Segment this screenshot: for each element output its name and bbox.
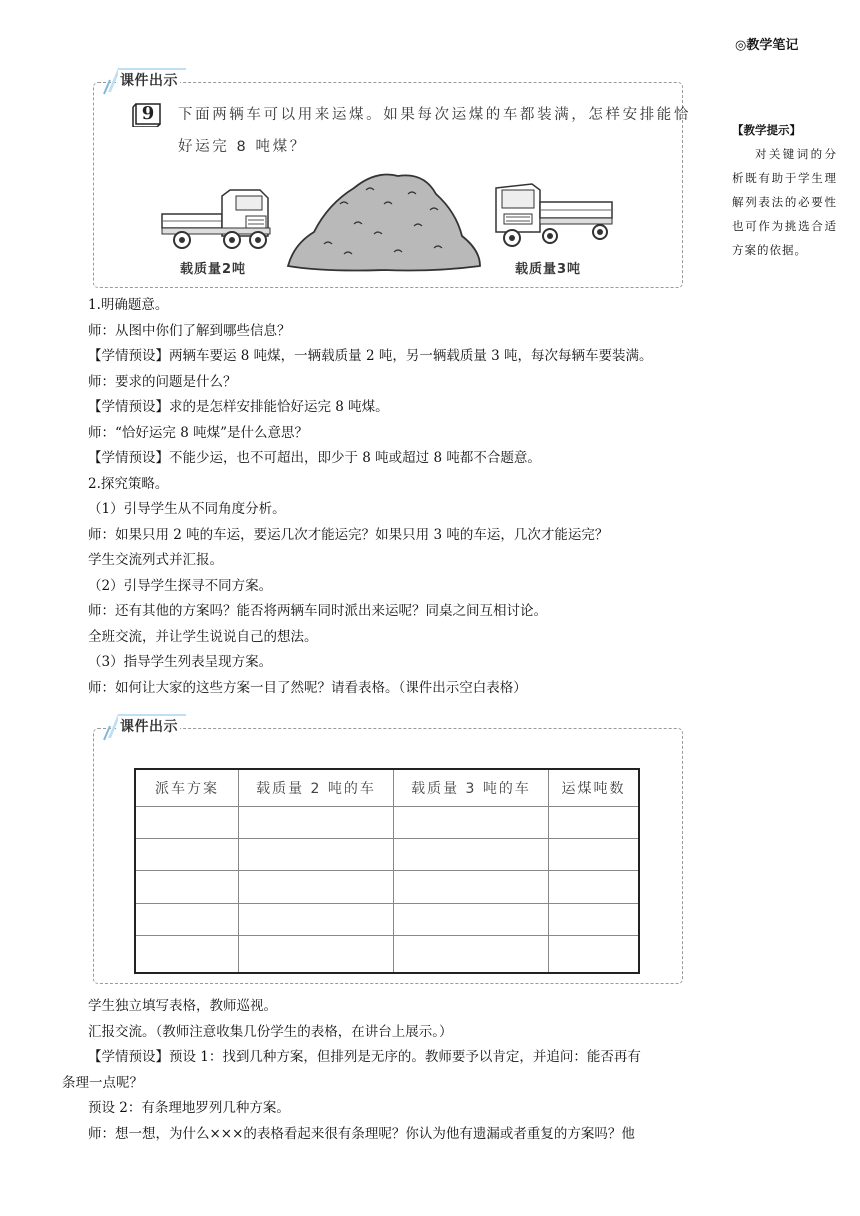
table-row <box>135 807 639 839</box>
courseware-badge-label: 课件出示 <box>118 70 180 90</box>
body-line: 全班交流，并让学生说说自己的想法。 <box>88 628 318 645</box>
table-row <box>135 871 639 903</box>
table-header-cell: 载质量 3 吨的车 <box>394 769 549 807</box>
truck-2t-caption: 载质量2吨 <box>180 262 247 277</box>
body-line: 条理一点呢？ <box>62 1074 143 1091</box>
body-line: 师：从图中你们了解到哪些信息？ <box>88 322 291 339</box>
body-line: 2.探究策略。 <box>88 475 169 492</box>
body-line: 师：“恰好运完 8 吨煤”是什么意思？ <box>88 424 308 441</box>
courseware-badge-1 <box>100 62 192 96</box>
body-line: 师：如何让大家的这些方案一目了然呢？请看表格。（课件出示空白表格） <box>88 679 527 696</box>
teaching-notes-title: ◎教学笔记 <box>735 38 799 53</box>
truck-3t-illustration <box>492 180 616 252</box>
body-line: 师：要求的问题是什么？ <box>88 373 237 390</box>
body-line: 1.明确题意。 <box>88 297 169 313</box>
problem-line-2: 好运完 8 吨煤？ <box>178 139 307 155</box>
table-header-row <box>135 769 639 807</box>
body-line: 【学情预设】两辆车要运 8 吨煤，一辆载质量 2 吨，另一辆载质量 3 吨，每次每辆车要装满。 <box>88 348 653 364</box>
table-header-cell: 载质量 2 吨的车 <box>239 769 394 807</box>
body-line: 师：想一想，为什么×××的表格看起来很有条理呢？你认为他有遗漏或者重复的方案吗？他 <box>88 1125 635 1142</box>
teaching-tips <box>732 118 837 262</box>
plan-table <box>134 768 640 974</box>
body-line: 师：还有其他的方案吗？能否将两辆车同时派出来运呢？同桌之间互相讨论。 <box>88 603 547 619</box>
body-line: （3）指导学生列表呈现方案。 <box>88 654 273 670</box>
body-line: 学生交流列式并汇报。 <box>88 552 223 568</box>
teaching-tips-title: 【教学提示】 <box>732 123 801 137</box>
body-line: （2）引导学生探寻不同方案。 <box>88 577 273 594</box>
coal-pile-illustration <box>284 164 484 274</box>
lesson-body <box>88 293 728 701</box>
body-line: 学生独立填写表格，教师巡视。 <box>88 998 277 1014</box>
problem-number-text: 9 <box>141 103 155 124</box>
body-line: （1）引导学生从不同角度分析。 <box>88 501 286 517</box>
table-header-cell: 派车方案 <box>135 769 239 807</box>
body-line: 预设 2：有条理地罗列几种方案。 <box>88 1100 290 1116</box>
courseware-badge-label: 课件出示 <box>118 716 180 736</box>
body-line: 【学情预设】求的是怎样安排能恰好运完 8 吨煤。 <box>88 399 389 415</box>
problem-line-1: 下面两辆车可以用来运煤。如果每次运煤的车都装满，怎样安排能恰 <box>178 107 691 123</box>
courseware-badge-2 <box>100 708 192 742</box>
body-line: 汇报交流。（教师注意收集几份学生的表格，在讲台上展示。） <box>88 1023 453 1040</box>
problem-text <box>178 99 691 163</box>
body-line: 【学情预设】不能少运，也不可超出，即少于 8 吨或超过 8 吨都不合题意。 <box>88 450 541 466</box>
teaching-tips-text: 对关键词的分析既有助于学生理解列表法的必要性也可作为挑选合适方案的依据。 <box>732 147 837 257</box>
table-row <box>135 903 639 935</box>
problem-number <box>132 101 164 127</box>
body-line: 【学情预设】预设 1：找到几种方案，但排列是无序的。教师要予以肯定，并追问：能否再有 <box>88 1049 641 1065</box>
table-row <box>135 935 639 973</box>
truck-3t-caption: 载质量3吨 <box>515 262 582 277</box>
table-row <box>135 839 639 871</box>
body-line: 师：如果只用 2 吨的车运，要运几次才能运完？如果只用 3 吨的车运，几次才能运完？ <box>88 526 609 543</box>
lesson-body-2 <box>62 994 722 1147</box>
truck-2t-illustration <box>160 186 276 256</box>
table-header-cell: 运煤吨数 <box>549 769 640 807</box>
